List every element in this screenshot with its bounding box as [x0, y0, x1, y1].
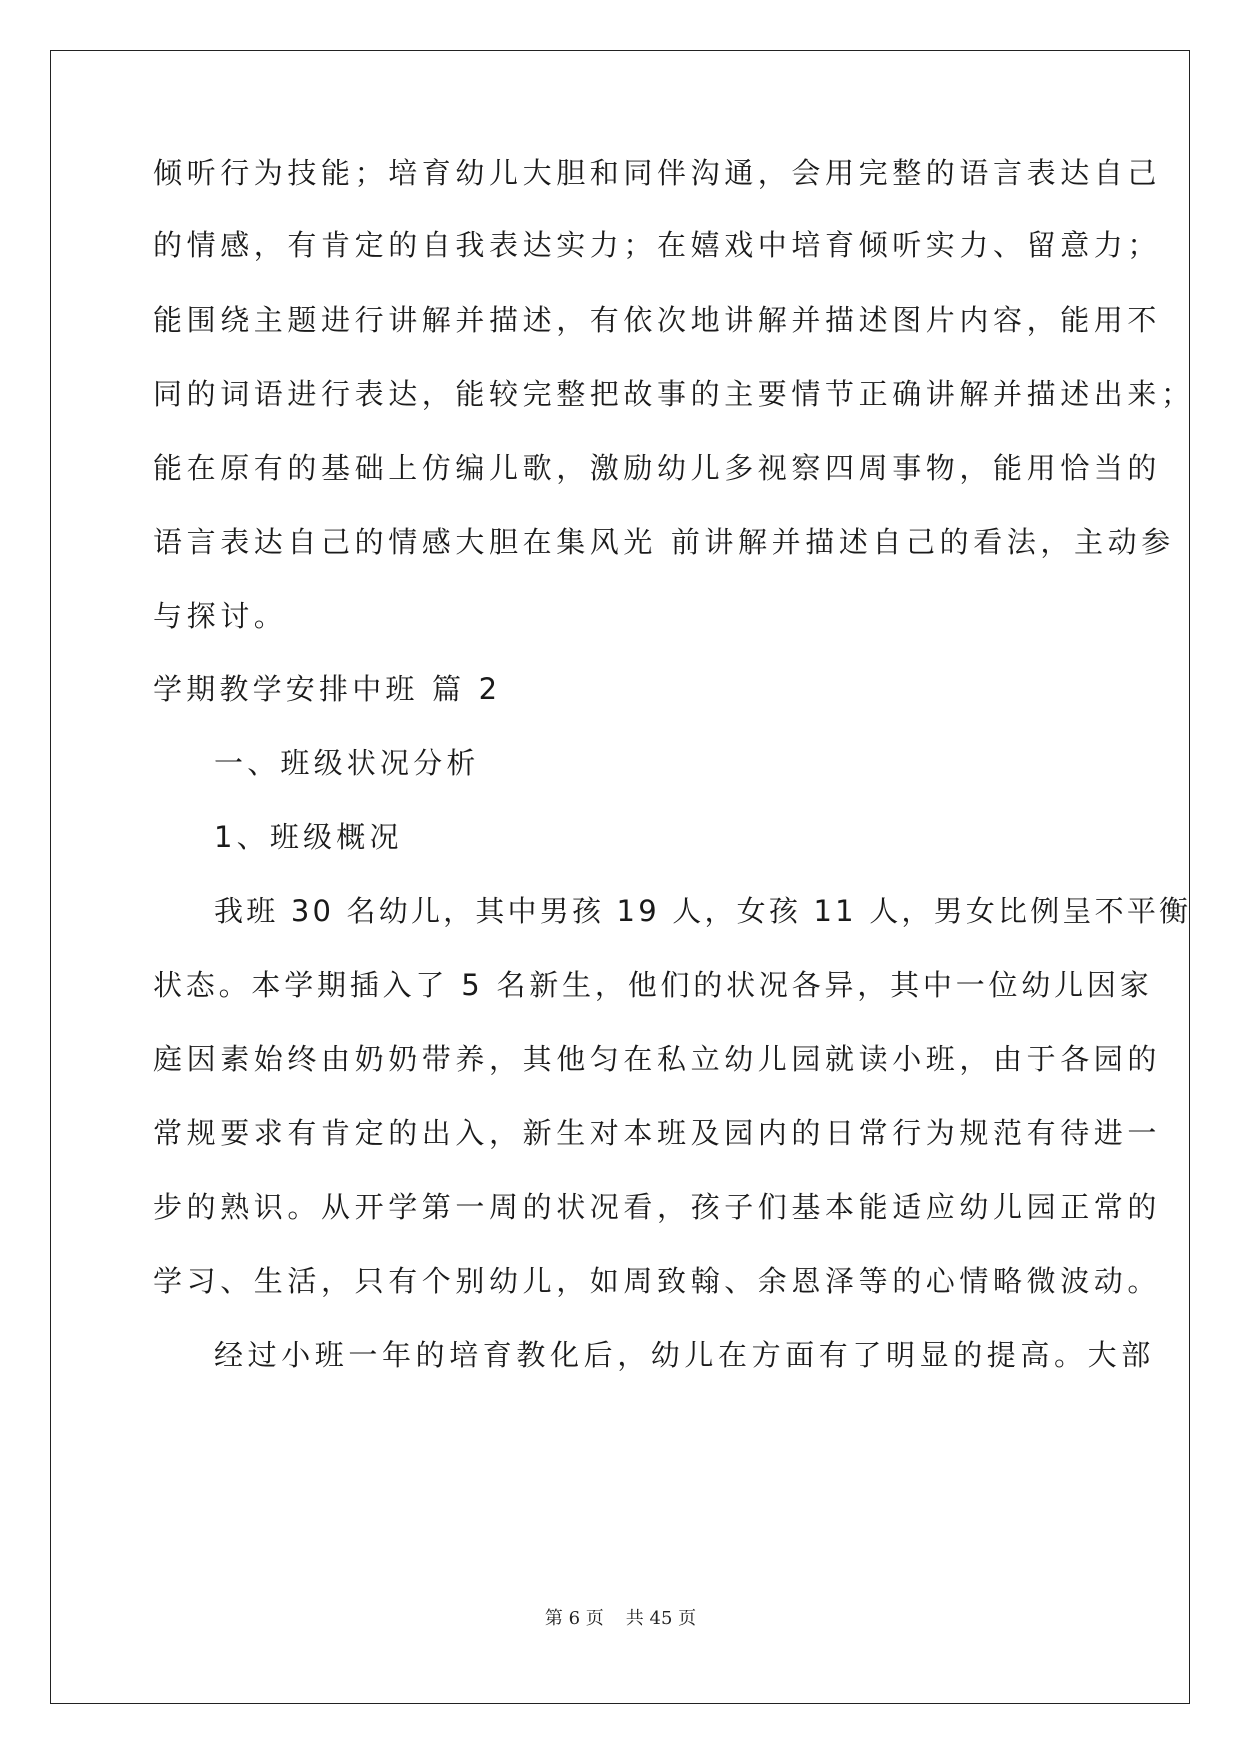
section-title: 学期教学安排中班 篇 2	[153, 672, 502, 706]
paragraph-line-3: 庭因素始终由奶奶带养，其他匀在私立幼儿园就读小班，由于各园的	[153, 1042, 1162, 1076]
paragraph-line-1: 我班 30 名幼儿，其中男孩 19 人，女孩 11 人，男女比例呈不平衡	[214, 894, 1192, 928]
heading-class-overview: 1、班级概况	[214, 820, 403, 854]
body-line-6: 语言表达自己的情感大胆在集风光 前讲解并描述自己的看法，主动参	[153, 525, 1175, 559]
page-number-current: 第 6 页	[544, 1608, 604, 1629]
body-line-3: 能围绕主题进行讲解并描述，有依次地讲解并描述图片内容，能用不	[153, 303, 1162, 337]
body-line-7: 与探讨。	[153, 599, 288, 633]
paragraph-line-5: 步的熟识。从开学第一周的状况看，孩子们基本能适应幼儿园正常的	[153, 1190, 1162, 1224]
paragraph-line-6: 学习、生活，只有个别幼儿，如周致翰、余恩泽等的心情略微波动。	[153, 1264, 1162, 1298]
paragraph-3-line-1: 经过小班一年的培育教化后，幼儿在方面有了明显的提高。大部	[214, 1338, 1155, 1372]
paragraph-line-4: 常规要求有肯定的出入，新生对本班及园内的日常行为规范有待进一	[153, 1116, 1162, 1150]
body-line-1: 倾听行为技能；培育幼儿大胆和同伴沟通，会用完整的语言表达自己	[153, 156, 1162, 190]
heading-class-analysis: 一、班级状况分析	[214, 746, 480, 780]
paragraph-line-2: 状态。本学期插入了 5 名新生，他们的状况各异，其中一位幼儿因家	[153, 968, 1153, 1002]
page-border	[50, 50, 1190, 1704]
page-footer	[0, 1604, 1241, 1630]
body-line-4: 同的词语进行表达，能较完整把故事的主要情节正确讲解并描述出来；	[153, 377, 1195, 411]
body-line-2: 的情感，有肯定的自我表达实力；在嬉戏中培育倾听实力、留意力；	[153, 228, 1162, 262]
body-line-5: 能在原有的基础上仿编儿歌，激励幼儿多视察四周事物，能用恰当的	[153, 451, 1162, 485]
page-number-total: 共 45 页	[625, 1608, 697, 1629]
